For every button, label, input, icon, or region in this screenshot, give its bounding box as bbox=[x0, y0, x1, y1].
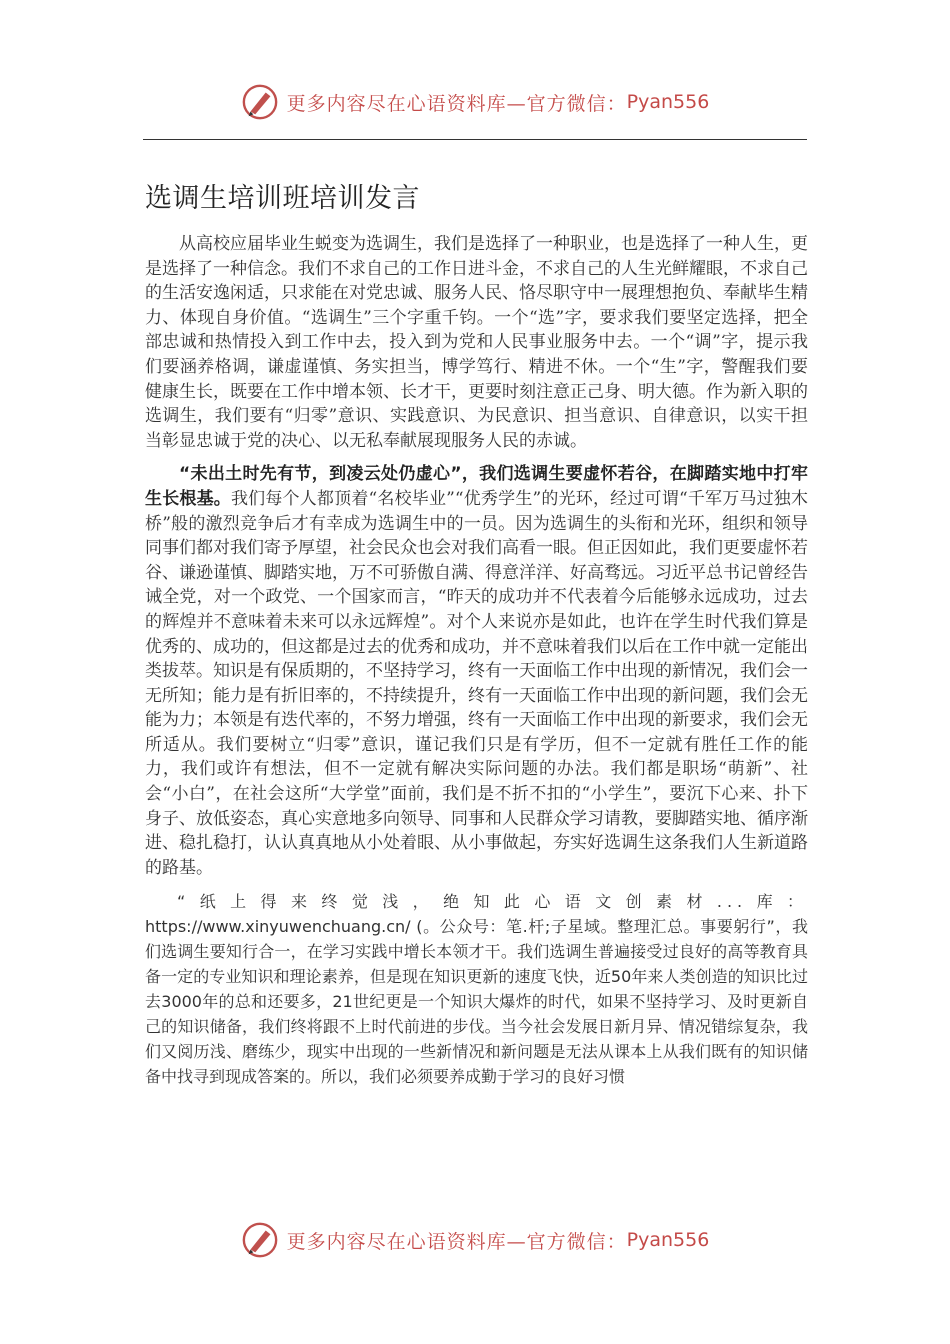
paragraph-3-url: https://www.xinyuwenchuang.cn/ bbox=[145, 917, 411, 937]
paragraph-3-quote: “纸上得来终觉浅，绝知此心语文创素材...库： bbox=[177, 892, 808, 912]
paragraph-2-bold-lead: “未出土时先有节，到凌云处仍虚心”，我们选调生要虚怀若谷，在脚踏实地中打牢生长根基。 bbox=[145, 464, 808, 509]
footer-wechat-id: Pyan556 bbox=[626, 1229, 710, 1251]
footer-banner bbox=[0, 1220, 950, 1260]
page-title: 选调生培训班培训发言 bbox=[145, 183, 420, 214]
header-banner bbox=[0, 82, 950, 122]
paragraph-3-text: 我们选调生要知行合一，在学习实践中增长本领才干。我们选调生普遍接受过良好的高等教育具备一定的专业知识和理论素养，但是现在知识更新的速度飞快，近50年来人类创造的知识比过去3000年的总和还要多，21世纪更是一个知识大爆炸的时代，如果不坚持学习、及时更新自己的知识储备，我们终将跟不上时代前进的步伐。当今社会发展日新月异、情况错综复杂，我们又阅历浅、磨练少，现实中出现的一些新情况和新问题是无法从课本上从我们既有的知识储备中找寻到现成答案的。所以，我们必须要养成勤于学习的良好习惯 bbox=[145, 917, 808, 1087]
pen-logo-icon bbox=[241, 1221, 279, 1259]
pen-logo-icon bbox=[241, 83, 279, 121]
header-divider bbox=[143, 139, 807, 140]
paragraph-3 bbox=[145, 889, 808, 1089]
paragraph-2-text: 我们每个人都顶着“名校毕业”“优秀学生”的光环，经过可谓“千军万马过独木桥”般的激烈竞争后才有幸成为选调生中的一员。因为选调生的头衔和光环，组织和领导同事们都对我们寄予厚望，社会民众也会对我们高看一眼。但正因如此，我们更要虚怀若谷、谦逊谨慎、脚踏实地，万不可骄傲自满、得意洋洋、好高骛远。习近平总书记曾经告诫全党，对一个政党、一个国家而言，“昨天的成功并不代表着今后能够永远成功，过去的辉煌并不意味着未来可以永远辉煌”。对个人来说亦是如此，也许在学生时代我们算是优秀的、成功的，但这都是过去的优秀和成功，并不意味着我们以后在工作中就一定能出类拔萃。知识是有保质期的，不坚持学习，终有一天面临工作中出现的新情况，我们会一无所知；能力是有折旧率的，不持续提升，终有一天面临工作中出现的新问题，我们会无能为力；本领是有迭代率的，不努力增强，终有一天面临工作中出现的新要求，我们会无所适从。我们要树立“归零”意识，谨记我们只是有学历，但不一定就有胜任工作的能力，我们或许有想法，但不一定就有解决实际问题的办法。我们都是职场“萌新”、社会“小白”，在社会这所“大学堂”面前，我们是不折不扣的“小学生”，要沉下心来、扑下身子、放低姿态，真心实意地多向领导、同事和人民群众学习请教，要脚踏实地、循序渐进、稳扎稳打，认认真真地从小处着眼、从小事做起，夯实好选调生这条我们人生新道路的路基。 bbox=[145, 488, 808, 878]
document-body bbox=[145, 232, 808, 1098]
paragraph-3-note: (。公众号：笔.杆;子星域。整理汇总。事要躬行”， bbox=[416, 917, 792, 937]
footer-banner-text: 更多内容尽在心语资料库—官方微信： bbox=[286, 1230, 627, 1253]
header-wechat-id: Pyan556 bbox=[626, 91, 710, 113]
paragraph-2 bbox=[145, 462, 808, 880]
paragraph-1: 从高校应届毕业生蜕变为选调生，我们是选择了一种职业，也是选择了一种人生，更是选择了一种信念。我们不求自己的工作日进斗金，不求自己的人生光鲜耀眼，不求自己的生活安逸闲适，只求能在对党忠诚、服务人民、恪尽职守中一展理想抱负、奉献毕生精力、体现自身价值。“选调生”三个字重千钧。一个“选”字，要求我们要坚定选择，把全部忠诚和热情投入到工作中去，投入到为党和人民事业服务中去。一个“调”字，提示我们要涵养格调，谦虚谨慎、务实担当，博学笃行、精进不休。一个“生”字，警醒我们要健康生长，既要在工作中增本领、长才干，更要时刻注意正己身、明大德。作为新入职的选调生，我们要有“归零”意识、实践意识、为民意识、担当意识、自律意识，以实干担当彰显忠诚于党的决心、以无私奉献展现服务人民的赤诚。 bbox=[145, 234, 808, 451]
header-banner-text: 更多内容尽在心语资料库—官方微信： bbox=[286, 92, 627, 115]
